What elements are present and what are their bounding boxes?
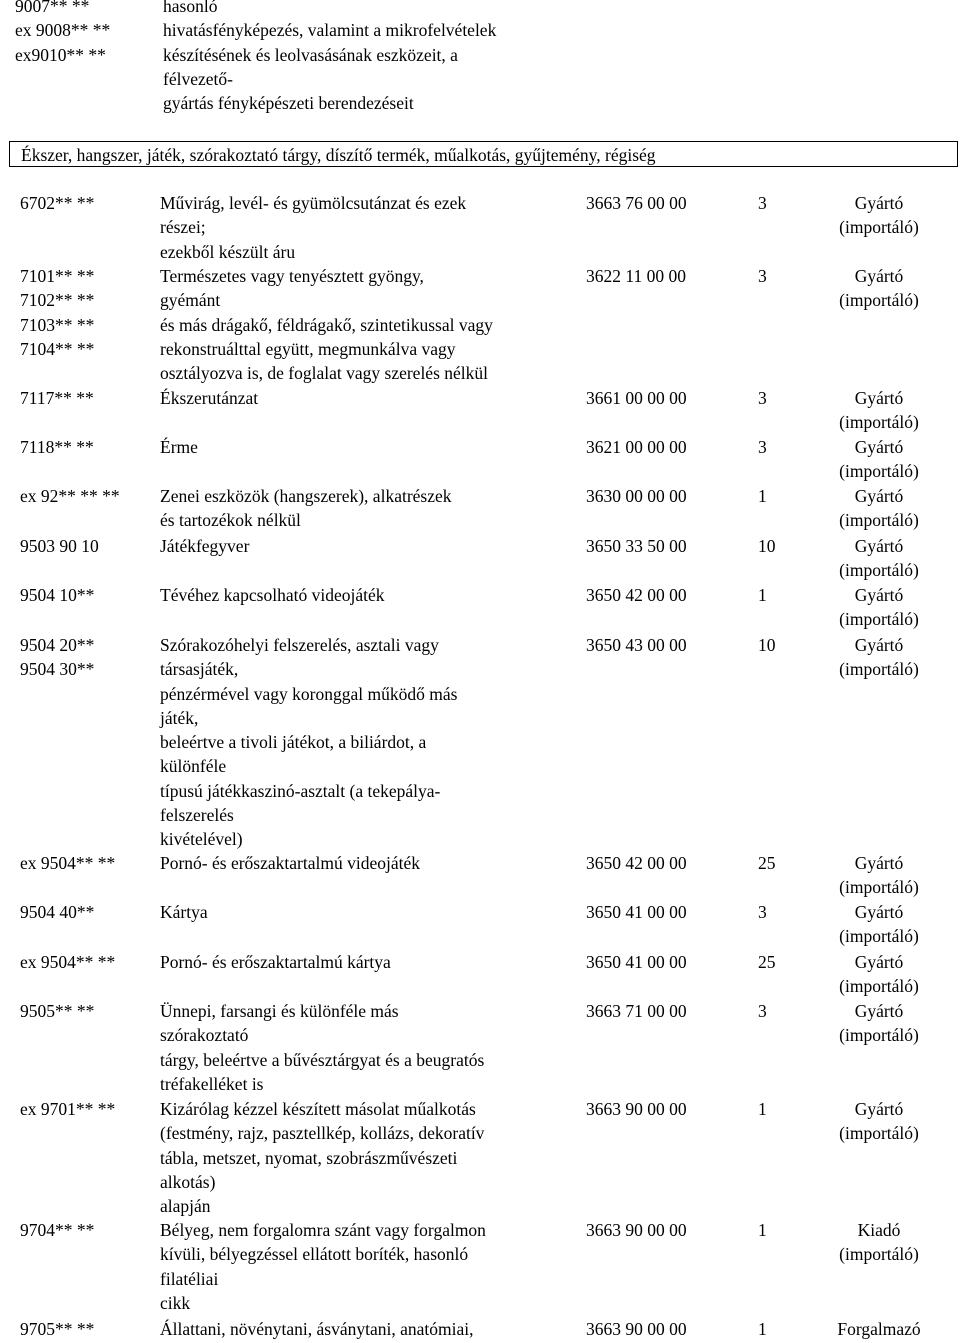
product-description-line: Játékfegyver xyxy=(160,536,250,556)
product-description-line: Pornó- és erőszaktartalmú kártya xyxy=(160,952,391,972)
obligor-type-line: Gyártó xyxy=(854,902,904,922)
product-description-line: tréfakelléket is xyxy=(160,1073,264,1094)
statistical-code: 3630 00 00 00 xyxy=(586,486,687,506)
tariff-codes-line: 9504 10** xyxy=(20,585,95,605)
tariff-codes-line: 9503 90 10 xyxy=(20,536,99,556)
product-description xyxy=(163,0,496,115)
obligor-type-line: Gyártó xyxy=(854,952,904,972)
obligor-type-line: Gyártó xyxy=(854,853,904,873)
tariff-codes-line: ex 92** ** ** xyxy=(20,486,120,506)
obligor-type-line: (importáló) xyxy=(839,560,919,581)
product-description-line: Állattani, növénytani, ásványtani, anatómiai, xyxy=(160,1319,474,1339)
description-line: gyártás fényképészeti berendezéseit xyxy=(163,93,414,114)
obligor-type-line: Gyártó xyxy=(854,193,904,213)
rate-value: 3 xyxy=(758,388,767,408)
tariff-codes-line: 7101** ** xyxy=(20,266,95,286)
tariff-codes-line: 9705** ** xyxy=(20,1319,95,1339)
product-description xyxy=(160,1317,473,1341)
statistical-code: 3663 90 00 00 xyxy=(586,1220,687,1240)
product-description-line: Zenei eszközök (hangszerek), alkatrészek xyxy=(160,486,452,506)
tariff-codes xyxy=(20,999,94,1023)
product-description xyxy=(160,484,452,533)
obligor-type-line: Gyártó xyxy=(854,536,904,556)
tariff-code: ex 9008** ** xyxy=(15,20,111,41)
product-description xyxy=(160,534,249,558)
product-description xyxy=(160,633,457,852)
obligor-type-line: (importáló) xyxy=(839,1123,919,1144)
statistical-code: 3650 43 00 00 xyxy=(586,635,687,655)
obligor-type xyxy=(822,1097,936,1146)
obligor-type xyxy=(822,633,936,682)
statistical-code: 3663 76 00 00 xyxy=(586,193,687,213)
rate-value: 10 xyxy=(758,536,776,556)
product-description-line: tábla, metszet, nyomat, szobrászművészeti xyxy=(160,1147,458,1168)
tariff-codes xyxy=(20,191,94,215)
statistical-code: 3663 90 00 00 xyxy=(586,1099,687,1119)
obligor-type xyxy=(822,851,936,900)
section-header-text: Ékszer, hangszer, játék, szórakoztató tárgy, díszítő termék, műalkotás, gyűjtemény, régiség xyxy=(21,145,656,165)
product-description-line: alapján xyxy=(160,1196,211,1217)
product-description-line: és más drágakő, féldrágakő, szintetikussal vagy xyxy=(160,314,493,335)
product-description-line: gyémánt xyxy=(160,290,221,311)
product-description-line: Természetes vagy tenyésztett gyöngy, xyxy=(160,266,424,286)
statistical-code: 3663 90 00 00 xyxy=(586,1319,687,1339)
product-description-line: filatéliai xyxy=(160,1268,219,1289)
tariff-codes xyxy=(20,1218,94,1242)
obligor-type-line: (importáló) xyxy=(839,976,919,997)
obligor-type xyxy=(822,900,936,949)
statistical-code: 3650 42 00 00 xyxy=(586,853,687,873)
tariff-codes-line: 9505** ** xyxy=(20,1001,95,1021)
product-description-line: részei; xyxy=(160,217,206,238)
rate-value: 25 xyxy=(758,853,776,873)
product-description-line: Ünnepi, farsangi és különféle más xyxy=(160,1001,399,1021)
statistical-code: 3663 71 00 00 xyxy=(586,1001,687,1021)
tariff-codes-line: ex 9701** ** xyxy=(20,1099,116,1119)
statistical-code: 3661 00 00 00 xyxy=(586,388,687,408)
product-description-line: típusú játékkaszinó-asztalt (a tekepálya- xyxy=(160,780,441,801)
statistical-code: 3621 00 00 00 xyxy=(586,437,687,457)
tariff-codes-line: 7117** ** xyxy=(20,388,94,408)
tariff-codes xyxy=(20,583,94,607)
tariff-codes xyxy=(20,633,94,682)
obligor-type-line: (importáló) xyxy=(839,1025,919,1046)
product-description-line: osztályozva is, de foglalat vagy szerelés nélkül xyxy=(160,363,489,384)
tariff-codes-line: 9504 40** xyxy=(20,902,95,922)
tariff-codes-line: 6702** ** xyxy=(20,193,95,213)
statistical-code: 3650 41 00 00 xyxy=(586,902,687,922)
rate-value: 1 xyxy=(758,1319,767,1339)
tariff-codes-line: 9504 20** xyxy=(20,635,95,655)
rate-value: 3 xyxy=(758,266,767,286)
tariff-codes xyxy=(20,484,120,508)
statistical-code: 3650 41 00 00 xyxy=(586,952,687,972)
obligor-type-line: (importáló) xyxy=(839,217,919,238)
obligor-type-line: (importáló) xyxy=(839,510,919,531)
obligor-type-line: (importáló) xyxy=(839,290,919,311)
product-description-line: rekonstruálttal együtt, megmunkálva vagy xyxy=(160,338,456,359)
product-description-line: alkotás) xyxy=(160,1171,216,1192)
tariff-codes-line: 7102** ** xyxy=(20,290,95,311)
product-description-line: játék, xyxy=(160,707,199,728)
tariff-codes-line: 7118** ** xyxy=(20,437,94,457)
obligor-type-line: Gyártó xyxy=(854,585,904,605)
product-description-line: Szórakozóhelyi felszerelés, asztali vagy xyxy=(160,635,439,655)
product-description xyxy=(160,950,391,974)
obligor-type xyxy=(822,1317,936,1341)
product-description-line: Bélyeg, nem forgalomra szánt vagy forgalmon xyxy=(160,1220,486,1240)
product-description-line: felszerelés xyxy=(160,805,234,826)
obligor-type-line: Gyártó xyxy=(854,266,904,286)
description-line: készítésének és leolvasásának eszközeit, a xyxy=(163,44,458,65)
obligor-type xyxy=(822,435,936,484)
obligor-type xyxy=(822,950,936,999)
tariff-codes-line: ex 9504** ** xyxy=(20,952,116,972)
tariff-codes xyxy=(20,851,115,875)
product-description xyxy=(160,264,493,385)
product-description-line: Kártya xyxy=(160,902,208,922)
tariff-codes-line: 7103** ** xyxy=(20,314,95,335)
product-description-line: cikk xyxy=(160,1292,191,1313)
product-description xyxy=(160,851,420,875)
obligor-type-line: Gyártó xyxy=(854,1001,904,1021)
obligor-type-line: Gyártó xyxy=(854,635,904,655)
product-description-line: különféle xyxy=(160,756,227,777)
obligor-type xyxy=(822,534,936,583)
product-description xyxy=(160,900,208,924)
obligor-type-line: (importáló) xyxy=(839,461,919,482)
obligor-type-line: Gyártó xyxy=(854,1099,904,1119)
description-line: hasonló xyxy=(163,0,218,16)
product-description-line: (festmény, rajz, pasztellkép, kollázs, dekoratív xyxy=(160,1123,485,1144)
rate-value: 3 xyxy=(758,902,767,922)
tariff-codes xyxy=(20,534,99,558)
product-description xyxy=(160,1218,486,1315)
tariff-codes-line: 9504 30** xyxy=(20,659,95,680)
tariff-code: 9007** ** xyxy=(15,0,90,16)
product-description xyxy=(160,435,198,459)
obligor-type xyxy=(822,386,936,435)
product-description-line: és tartozékok nélkül xyxy=(160,510,301,531)
obligor-type-line: Gyártó xyxy=(854,388,904,408)
product-description-line: kívüli, bélyegzéssel ellátott boríték, hasonló xyxy=(160,1244,469,1265)
obligor-type xyxy=(822,484,936,533)
rate-value: 10 xyxy=(758,635,776,655)
tariff-codes xyxy=(20,900,94,924)
obligor-type-line: Gyártó xyxy=(854,486,904,506)
product-description-line: Érme xyxy=(160,437,198,457)
obligor-type-line: Kiadó xyxy=(857,1220,901,1240)
description-line: hivatásfényképezés, valamint a mikrofelvételek xyxy=(163,20,497,41)
product-description xyxy=(160,999,484,1096)
statistical-code: 3650 42 00 00 xyxy=(586,585,687,605)
product-description-line: kivételével) xyxy=(160,829,243,850)
tariff-code: ex9010** ** xyxy=(15,44,106,65)
rate-value: 1 xyxy=(758,1220,767,1240)
statistical-code: 3650 33 50 00 xyxy=(586,536,687,556)
section-header xyxy=(9,141,958,167)
rate-value: 3 xyxy=(758,193,767,213)
obligor-type xyxy=(822,999,936,1048)
obligor-type xyxy=(822,583,936,632)
obligor-type xyxy=(822,191,936,240)
product-description xyxy=(160,191,466,264)
product-description-line: Művirág, levél- és gyümölcsutánzat és ezek xyxy=(160,193,467,213)
rate-value: 1 xyxy=(758,585,767,605)
tariff-codes-line: ex 9504** ** xyxy=(20,853,116,873)
product-description-line: Ékszerutánzat xyxy=(160,388,259,408)
rate-value: 1 xyxy=(758,486,767,506)
rate-value: 3 xyxy=(758,437,767,457)
product-description-line: pénzérmével vagy koronggal működő más xyxy=(160,683,458,704)
product-description-line: Tévéhez kapcsolható videojáték xyxy=(160,585,385,605)
product-description-line: Kizárólag kézzel készített másolat műalkotás xyxy=(160,1099,476,1119)
product-description-line: társasjáték, xyxy=(160,659,239,680)
tariff-codes xyxy=(15,0,110,67)
tariff-codes xyxy=(20,264,94,361)
obligor-type-line: (importáló) xyxy=(839,609,919,630)
rate-value: 1 xyxy=(758,1099,767,1119)
tariff-codes xyxy=(20,386,94,410)
obligor-type-line: (importáló) xyxy=(839,926,919,947)
product-description-line: tárgy, beleértve a bűvésztárgyat és a beugratós xyxy=(160,1049,485,1070)
tariff-codes xyxy=(20,1317,94,1341)
product-description xyxy=(160,583,384,607)
product-description-line: Pornó- és erőszaktartalmú videojáték xyxy=(160,853,420,873)
product-description-line: szórakoztató xyxy=(160,1025,249,1046)
statistical-code: 3622 11 00 00 xyxy=(586,266,686,286)
product-description-line: ezekből készült áru xyxy=(160,241,296,262)
obligor-type-line: (importáló) xyxy=(839,412,919,433)
obligor-type-line: (importáló) xyxy=(839,1244,919,1265)
rate-value: 3 xyxy=(758,1001,767,1021)
product-description xyxy=(160,386,258,410)
obligor-type xyxy=(822,264,936,313)
product-description-line: beleértve a tivoli játékot, a biliárdot, a xyxy=(160,732,427,753)
obligor-type-line: Gyártó xyxy=(854,437,904,457)
tariff-codes xyxy=(20,950,115,974)
tariff-codes-line: 9704** ** xyxy=(20,1220,95,1240)
obligor-type-line: (importáló) xyxy=(839,877,919,898)
obligor-type xyxy=(822,1218,936,1267)
obligor-type-line: (importáló) xyxy=(839,659,919,680)
obligor-type-line: Forgalmazó xyxy=(837,1319,921,1339)
tariff-codes xyxy=(20,435,94,459)
description-line: félvezető- xyxy=(163,68,233,89)
tariff-codes-line: 7104** ** xyxy=(20,338,95,359)
product-description xyxy=(160,1097,484,1218)
tariff-codes xyxy=(20,1097,115,1121)
rate-value: 25 xyxy=(758,952,776,972)
